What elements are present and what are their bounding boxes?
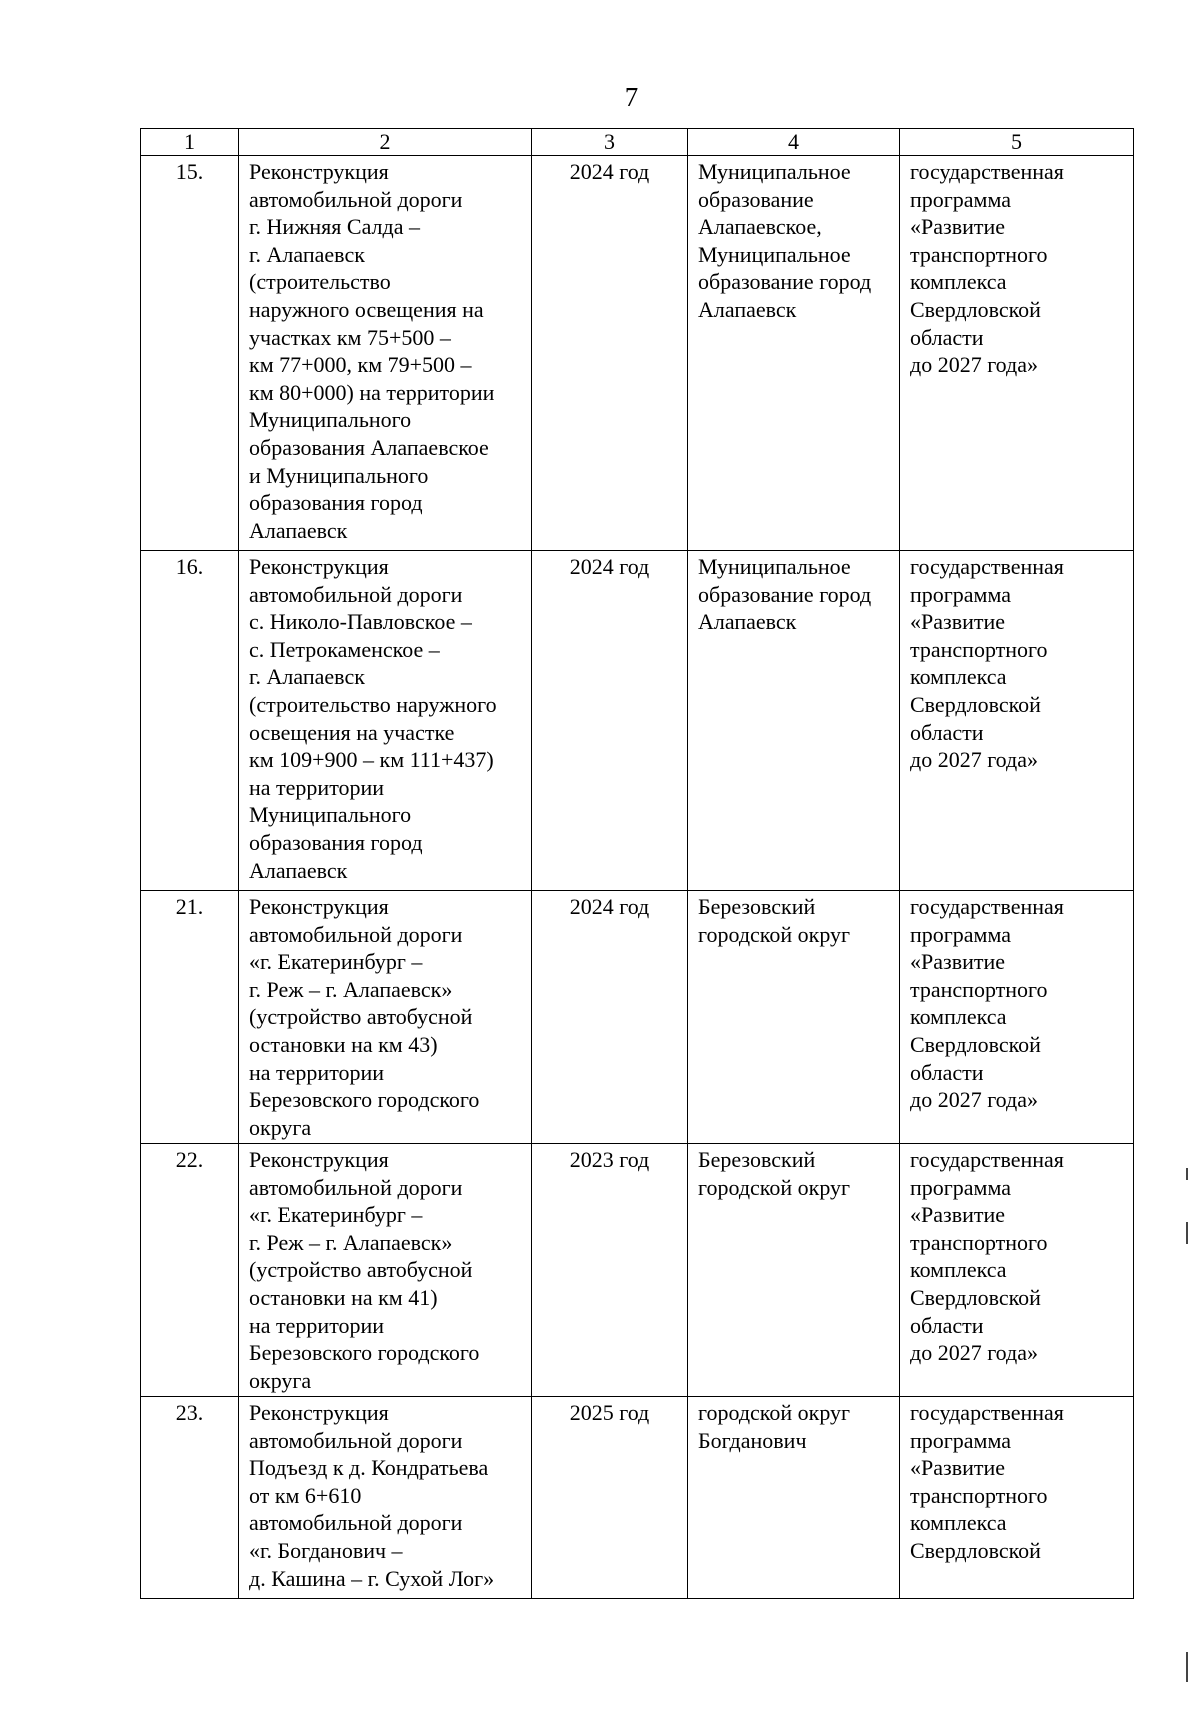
program-line: государственная — [910, 894, 1064, 919]
municipality-line: Муниципальное — [698, 159, 851, 184]
table-row — [141, 1397, 1134, 1599]
municipality-line: образование город — [698, 269, 872, 295]
program-line: Свердловской — [910, 296, 1041, 322]
municipality-line: Березовский — [698, 894, 816, 919]
municipality-line: Муниципальное — [698, 241, 851, 267]
description-line: г. Реж – г. Алапаевск» — [249, 976, 453, 1002]
description-line: с. Николо-Павловское – — [249, 609, 472, 635]
scan-edge-mark — [1186, 1168, 1188, 1180]
scan-edge-mark — [1186, 1222, 1188, 1244]
year-cell: 2023 год — [532, 1144, 688, 1397]
year-cell: 2024 год — [532, 891, 688, 1144]
program-line: области — [910, 719, 984, 745]
description-line: образования город — [249, 490, 423, 516]
description-line: Реконструкция — [249, 1147, 389, 1172]
description-line: округа — [249, 1114, 312, 1140]
table-row — [141, 891, 1134, 1144]
description-line: автомобильной дороги — [249, 1510, 463, 1536]
column-header: 2 — [239, 129, 532, 156]
municipality-line: Алапаевское, — [698, 214, 822, 240]
description-line: «г. Богданович – — [249, 1537, 403, 1563]
column-header: 3 — [532, 129, 688, 156]
description-line: Алапаевск — [249, 857, 348, 883]
program-line: транспортного — [910, 976, 1048, 1002]
program-line: Свердловской — [910, 691, 1041, 717]
municipality-line: Березовский — [698, 1147, 816, 1172]
description-line: Реконструкция — [249, 894, 389, 919]
municipality-line: Муниципальное — [698, 554, 851, 579]
program-line: программа — [910, 1427, 1012, 1453]
program-line: государственная — [910, 159, 1064, 184]
table-row — [141, 551, 1134, 891]
program-line: комплекса — [910, 1004, 1007, 1030]
year-cell: 2024 год — [532, 551, 688, 891]
program-line: до 2027 года» — [910, 352, 1038, 378]
program-line: программа — [910, 186, 1012, 212]
description-line: остановки на км 41) — [249, 1284, 438, 1310]
table-header-row — [141, 129, 1134, 156]
municipality-line: Алапаевск — [698, 609, 797, 635]
description-line: автомобильной дороги — [249, 581, 463, 607]
program-line: до 2027 года» — [910, 1340, 1038, 1366]
description-line: (устройство автобусной — [249, 1004, 473, 1030]
description-line: Березовского городского — [249, 1087, 480, 1113]
description-cell — [239, 156, 532, 551]
program-line: транспортного — [910, 636, 1048, 662]
program-line: программа — [910, 1174, 1012, 1200]
description-line: на территории — [249, 1059, 385, 1085]
program-line: области — [910, 324, 984, 350]
table-row — [141, 1144, 1134, 1397]
description-line: Муниципального — [249, 407, 412, 433]
municipality-line: образование — [698, 186, 814, 212]
program-line: Свердловской — [910, 1031, 1041, 1057]
program-line: «Развитие — [910, 1202, 1006, 1228]
program-line: комплекса — [910, 1510, 1007, 1536]
description-line: (устройство автобусной — [249, 1257, 473, 1283]
program-line: области — [910, 1059, 984, 1085]
program-line: комплекса — [910, 1257, 1007, 1283]
program-line: программа — [910, 581, 1012, 607]
scan-edge-mark — [1186, 1652, 1188, 1682]
projects-table — [140, 128, 1134, 1599]
description-line: «г. Екатеринбург – — [249, 1202, 423, 1228]
municipality-cell — [688, 156, 900, 551]
description-line: «г. Екатеринбург – — [249, 949, 423, 975]
description-line: остановки на км 43) — [249, 1031, 438, 1057]
program-line: до 2027 года» — [910, 1087, 1038, 1113]
description-line: автомобильной дороги — [249, 921, 463, 947]
municipality-line: Алапаевск — [698, 296, 797, 322]
program-cell — [900, 1397, 1134, 1599]
year-cell: 2025 год — [532, 1397, 688, 1599]
description-line: округа — [249, 1367, 312, 1393]
row-number-cell: 16. — [141, 551, 239, 891]
municipality-cell — [688, 1144, 900, 1397]
program-cell — [900, 891, 1134, 1144]
program-line: транспортного — [910, 241, 1048, 267]
description-line: Реконструкция — [249, 554, 389, 579]
description-line: (строительство наружного — [249, 691, 497, 717]
description-line: на территории — [249, 1312, 385, 1338]
program-line: Свердловской — [910, 1537, 1041, 1563]
row-number-cell: 21. — [141, 891, 239, 1144]
description-line: наружного освещения на — [249, 296, 484, 322]
description-line: г. Алапаевск — [249, 241, 365, 267]
description-line: км 109+900 – км 111+437) — [249, 747, 494, 773]
program-line: Свердловской — [910, 1284, 1041, 1310]
program-line: до 2027 года» — [910, 747, 1038, 773]
description-line: от км 6+610 — [249, 1482, 362, 1508]
description-line: участках км 75+500 – — [249, 324, 451, 350]
municipality-cell — [688, 551, 900, 891]
description-line: Реконструкция — [249, 159, 389, 184]
municipality-line: образование город — [698, 581, 872, 607]
page-number: 7 — [624, 82, 639, 112]
column-header: 4 — [688, 129, 900, 156]
description-line: на территории — [249, 774, 385, 800]
program-cell — [900, 156, 1134, 551]
description-line: с. Петрокаменское – — [249, 636, 440, 662]
description-line: Реконструкция — [249, 1400, 389, 1425]
program-line: «Развитие — [910, 214, 1006, 240]
description-line: и Муниципального — [249, 462, 429, 488]
municipality-cell — [688, 1397, 900, 1599]
program-cell — [900, 1144, 1134, 1397]
description-line: Подъезд к д. Кондратьева — [249, 1455, 489, 1481]
description-line: Алапаевск — [249, 517, 348, 543]
description-line: км 77+000, км 79+500 – — [249, 352, 472, 378]
table-row — [141, 156, 1134, 551]
program-line: транспортного — [910, 1229, 1048, 1255]
program-line: области — [910, 1312, 984, 1338]
program-line: «Развитие — [910, 949, 1006, 975]
description-line: г. Реж – г. Алапаевск» — [249, 1229, 453, 1255]
description-cell — [239, 891, 532, 1144]
description-line: г. Нижняя Салда – — [249, 214, 420, 240]
description-line: Муниципального — [249, 802, 412, 828]
program-line: транспортного — [910, 1482, 1048, 1508]
municipality-cell — [688, 891, 900, 1144]
program-line: программа — [910, 921, 1012, 947]
description-line: образования город — [249, 829, 423, 855]
program-line: государственная — [910, 1147, 1064, 1172]
description-cell — [239, 1397, 532, 1599]
row-number-cell: 22. — [141, 1144, 239, 1397]
description-line: освещения на участке — [249, 719, 455, 745]
program-line: «Развитие — [910, 1455, 1006, 1481]
program-cell — [900, 551, 1134, 891]
description-line: Березовского городского — [249, 1340, 480, 1366]
program-line: государственная — [910, 1400, 1064, 1425]
description-line: км 80+000) на территории — [249, 379, 495, 405]
description-cell — [239, 1144, 532, 1397]
row-number-cell: 15. — [141, 156, 239, 551]
municipality-line: городской округ — [698, 921, 851, 947]
row-number-cell: 23. — [141, 1397, 239, 1599]
description-line: автомобильной дороги — [249, 1174, 463, 1200]
municipality-line: городской округ — [698, 1174, 851, 1200]
column-header: 1 — [141, 129, 239, 156]
description-line: д. Кашина – г. Сухой Лог» — [249, 1565, 495, 1591]
description-line: образования Алапаевское — [249, 434, 489, 460]
municipality-line: городской округ — [698, 1400, 851, 1425]
description-line: автомобильной дороги — [249, 186, 463, 212]
description-line: (строительство — [249, 269, 391, 295]
description-line: автомобильной дороги — [249, 1427, 463, 1453]
column-header: 5 — [900, 129, 1134, 156]
program-line: комплекса — [910, 269, 1007, 295]
description-cell — [239, 551, 532, 891]
year-cell: 2024 год — [532, 156, 688, 551]
program-line: комплекса — [910, 664, 1007, 690]
municipality-line: Богданович — [698, 1427, 807, 1453]
program-line: «Развитие — [910, 609, 1006, 635]
description-line: г. Алапаевск — [249, 664, 365, 690]
program-line: государственная — [910, 554, 1064, 579]
